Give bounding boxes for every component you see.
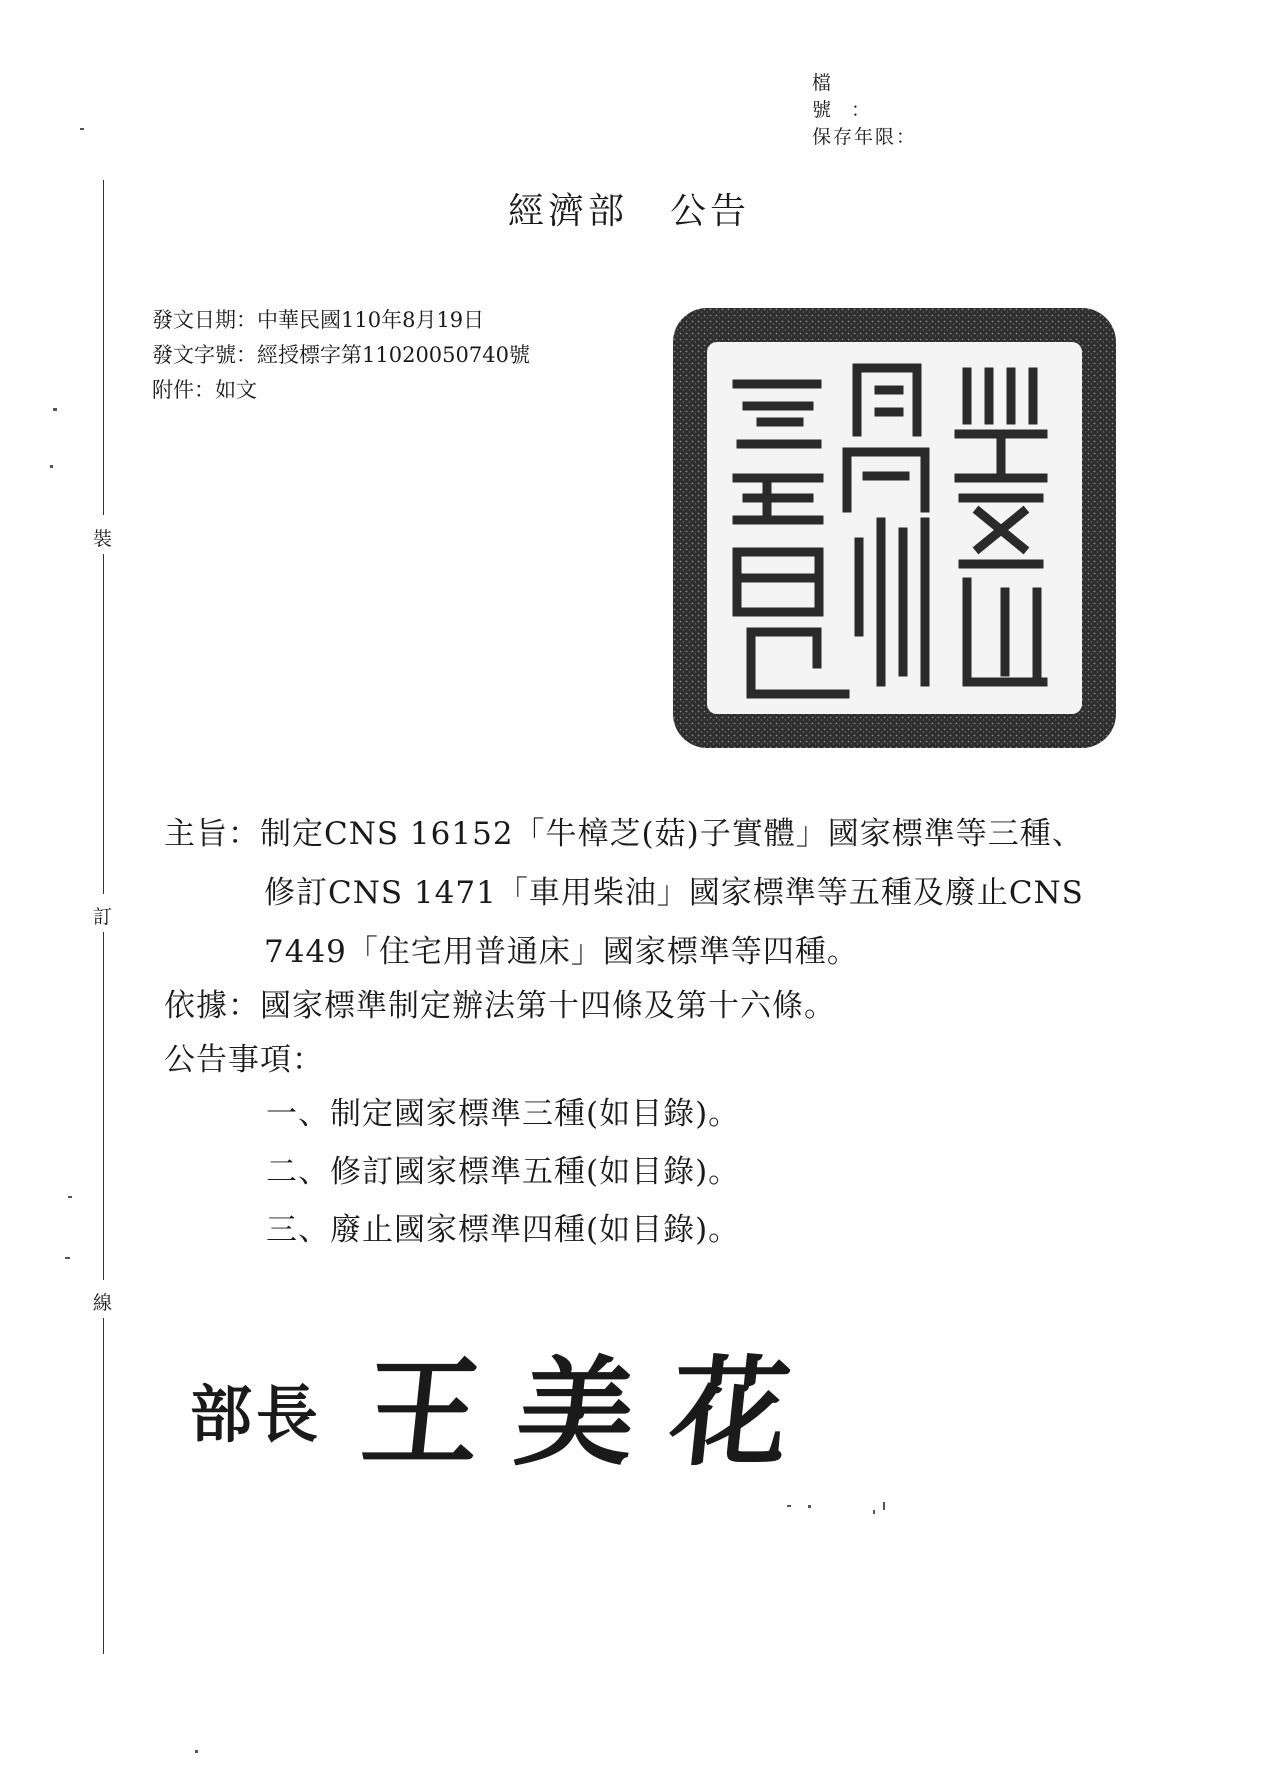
seal-icon [667, 302, 1122, 754]
issue-date: 發文日期：中華民國110年8月19日 [152, 308, 485, 332]
file-number-label: 檔 號： [812, 72, 891, 121]
document-number: 發文字號：經授標字第11020050740號 [152, 343, 530, 367]
file-number-field [812, 68, 902, 122]
binding-line-segment [103, 554, 104, 894]
binding-mark-staple: 訂 [93, 906, 113, 928]
official-seal [667, 302, 1122, 754]
retention-period-field [812, 122, 917, 149]
binding-line-segment [103, 180, 104, 515]
announcement-item-3: 三、廢止國家標準四種(如目錄)。 [266, 1212, 741, 1248]
binding-mark-line: 線 [93, 1292, 113, 1314]
announcement-items-heading: 公告事項： [164, 1042, 324, 1078]
page-title [508, 183, 750, 234]
announcement-item-1: 一、制定國家標準三種(如目錄)。 [266, 1096, 741, 1132]
issuing-agency: 經濟部 [508, 191, 629, 232]
basis-line: 依據：國家標準制定辦法第十四條及第十六條。 [164, 988, 836, 1024]
minister-signature [190, 1318, 833, 1488]
signatory-name: 王美花 [355, 1343, 833, 1482]
binding-margin [84, 180, 124, 1670]
document-meta [152, 303, 530, 408]
subject-line-3: 7449「住宅用普通床」國家標準等四種。 [264, 934, 859, 970]
retention-period-label: 保存年限： [812, 126, 918, 148]
subject-line-1: 主旨：制定CNS 16152「牛樟芝(菇)子實體」國家標準等三種、 [164, 816, 1084, 852]
binding-line-segment [103, 1318, 104, 1654]
document-type: 公告 [670, 191, 751, 232]
binding-line-segment [103, 932, 104, 1280]
binding-mark-bind: 裝 [93, 528, 113, 550]
signatory-title: 部長 [190, 1378, 323, 1451]
attachment-note: 附件：如文 [152, 378, 257, 402]
subject-line-2: 修訂CNS 1471「車用柴油」國家標準等五種及廢止CNS [264, 875, 1084, 911]
announcement-item-2: 二、修訂國家標準五種(如目錄)。 [266, 1154, 741, 1190]
